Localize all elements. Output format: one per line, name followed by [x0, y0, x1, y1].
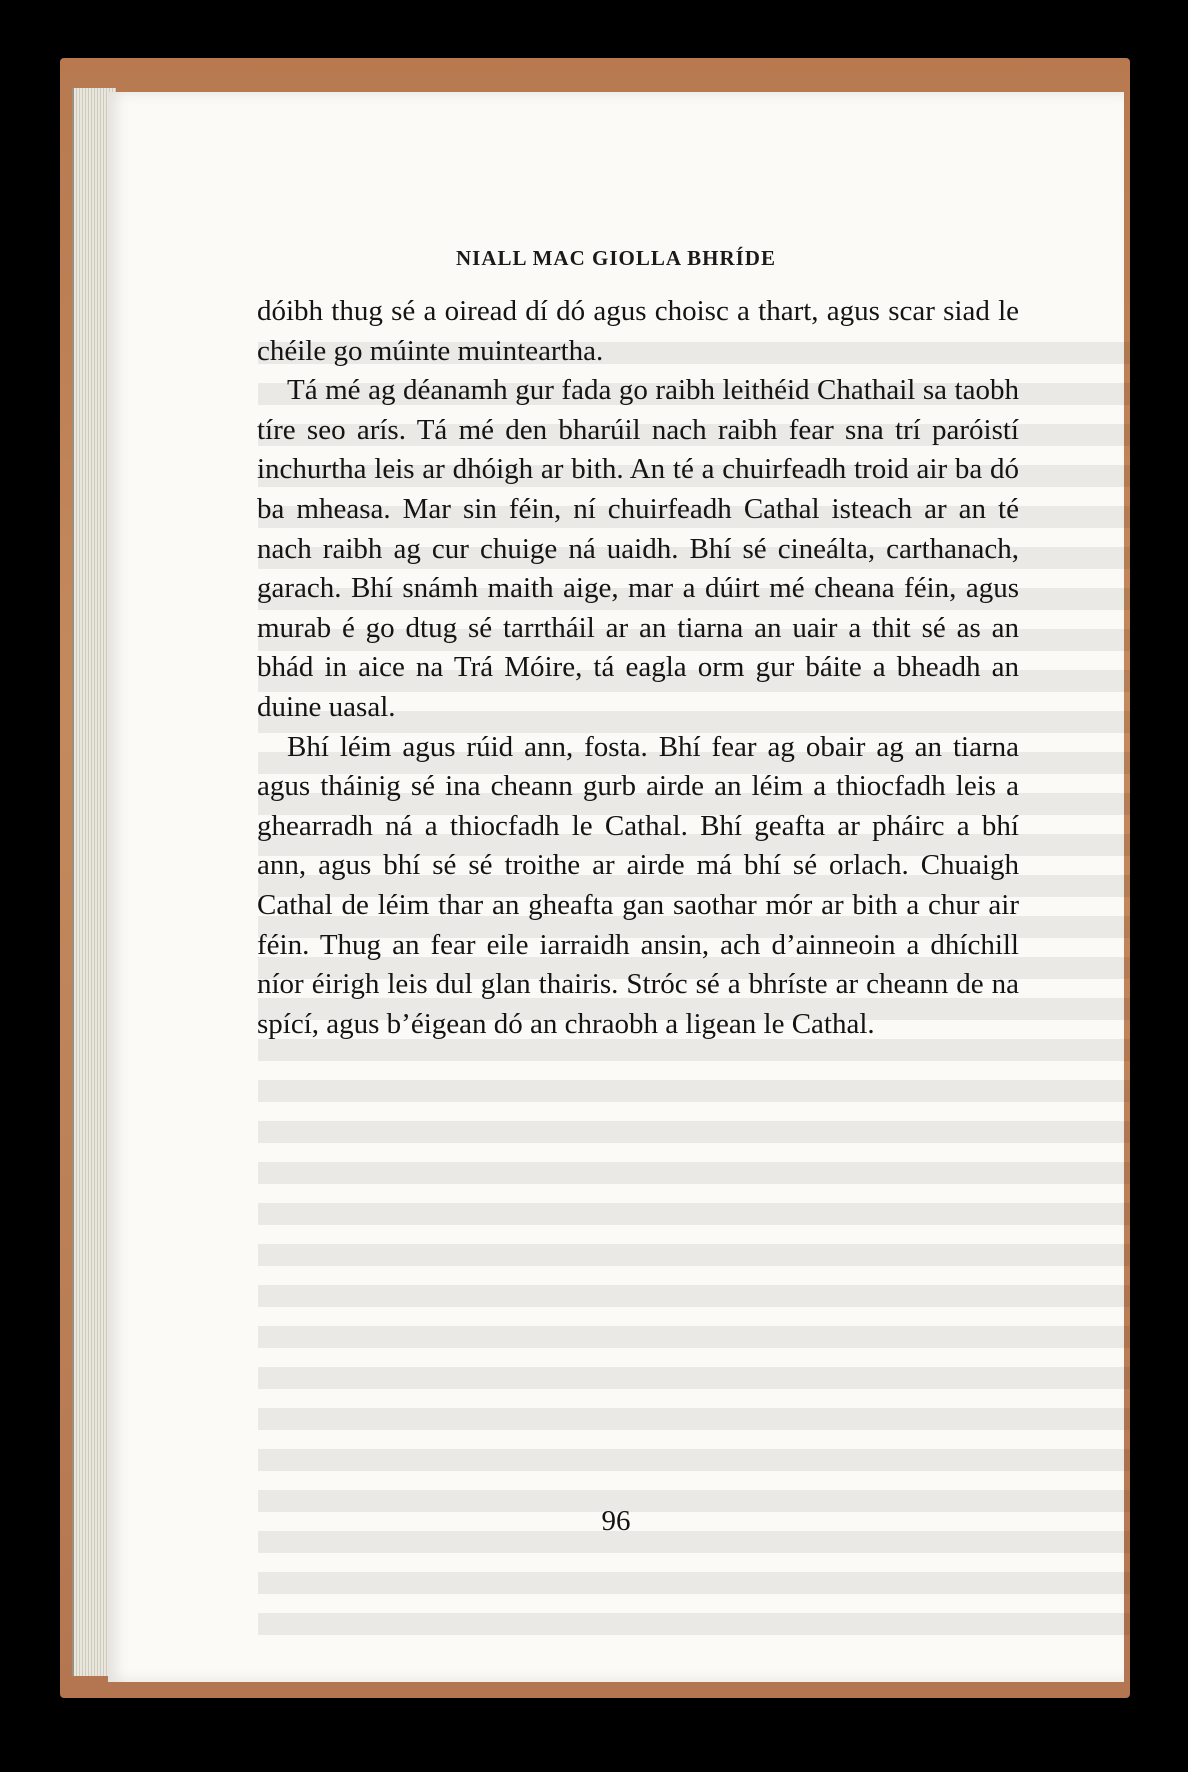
running-head: NIALL MAC GIOLLA BHRÍDE — [456, 246, 776, 270]
body-text — [257, 292, 1019, 1044]
paragraph-2: Tá mé ag déanamh gur fada go raibh leithéid Chathail sa taobh tíre seo arís. Tá mé den bharúil nach raibh fear sna trí paróistí inchurtha leis ar dhóigh ar bith. An té a chuirfeadh troid air ba dó ba mheasa. Mar sin féin, ní chuirfeadh Cathal isteach ar an té nach raibh ag cur chuige ná uaidh. Bhí sé cineálta, carthanach, garach. Bhí snámh maith aige, mar a dúirt mé cheana féin, agus murab é go dtug sé tarrtháil ar an tiarna an uair a thit sé as an bhád in aice na Trá Móire, tá eagla orm gur báite a bheadh an duine uasal. — [257, 374, 1019, 723]
paragraph-3: Bhí léim agus rúid ann, fosta. Bhí fear ag obair ag an tiarna agus tháinig sé ina cheann gurb airde an léim a thiocfadh leis a ghearradh ná a thiocfadh le Cathal. Bhí geafta ar pháirc a bhí ann, agus bhí sé sé troithe ar airde má bhí sé orlach. Chuaigh Cathal de léim thar an gheafta gan saothar mór ar bith a chur air féin. Thug an fear eile iarraidh ansin, ach d’ainneoin a dhíchill níor éirigh leis dul glan thairis. Stróc sé a bhríste ar cheann de na spící, agus b’éigean dó an chraobh a ligean le Cathal. — [257, 730, 1019, 1040]
paragraph-1: dóibh thug sé a oiread dí dó agus choisc a thart, agus scar siad le chéile go múinte muinteartha. — [257, 295, 1019, 367]
page-number: 96 — [601, 1505, 631, 1537]
